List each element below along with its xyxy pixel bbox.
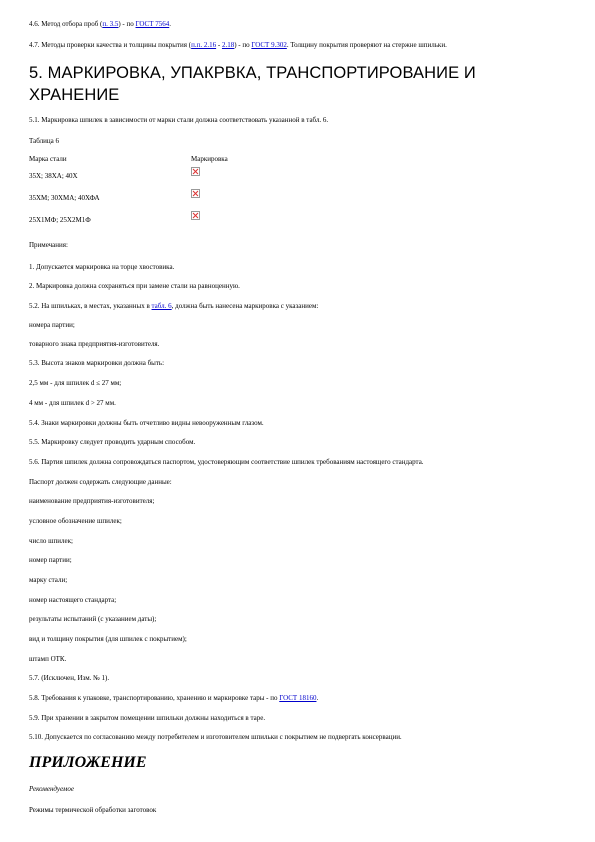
link-p-2-16[interactable]: п.п. 2.16 xyxy=(191,41,217,49)
paragraph-5-6: 5.6. Партия шпилек должна сопровождаться паспортом, удостоверяющим соответствие шпилек требованиям настоящего стандарта. xyxy=(29,458,424,466)
broken-image-icon xyxy=(191,189,200,198)
paragraph-5-7: 5.7. (Исключен, Изм. № 1). xyxy=(29,674,110,682)
paragraph-5-10: 5.10. Допускается по согласованию между потребителем и изготовителем шпильки с покрытием не подвергать консервации. xyxy=(29,733,402,741)
table-row-steel-2: 35ХМ; 30ХМА; 40ХФА xyxy=(29,194,100,202)
link-gost-9-302[interactable]: ГОСТ 9.302 xyxy=(251,41,287,49)
passport-item: результаты испытаний (с указанием даты); xyxy=(29,615,157,623)
paragraph-5-1: 5.1. Маркировка шпилек в зависимости от марки стали должна соответствовать указанной в табл. 6. xyxy=(29,116,329,124)
passport-item: номер настоящего стандарта; xyxy=(29,596,117,604)
text: 4.6. Метод отбора проб ( xyxy=(29,20,103,28)
passport-item: штамп ОТК. xyxy=(29,655,67,663)
link-2-18[interactable]: 2.18 xyxy=(221,41,235,49)
paragraph-5-9: 5.9. При хранении в закрытом помещении шпильки должны находиться в таре. xyxy=(29,714,266,722)
broken-image-icon xyxy=(191,167,200,176)
text: ) - по xyxy=(118,20,136,28)
passport-item: номер партии; xyxy=(29,556,72,564)
text: 5.2. На шпильках, в местах, указанных в xyxy=(29,302,152,310)
paragraph-5-2-b: товарного знака предприятия-изготовителя. xyxy=(29,340,160,348)
paragraph-5-3-a: 2,5 мм - для шпилек d ≤ 27 мм; xyxy=(29,379,122,387)
line-4-7 xyxy=(29,41,447,50)
text: ) - по xyxy=(234,41,252,49)
notes-title: Примечания: xyxy=(29,241,68,249)
appendix-line: Режимы термической обработки заготовок xyxy=(29,806,157,814)
appendix-subtitle: Рекомендуемое xyxy=(29,785,74,793)
paragraph-5-2 xyxy=(29,302,318,311)
link-gost-18160[interactable]: ГОСТ 18160 xyxy=(279,694,317,702)
passport-item: марку стали; xyxy=(29,576,68,584)
paragraph-5-3: 5.3. Высота знаков маркировки должна быть: xyxy=(29,359,165,367)
table-row-steel-3: 25Х1МФ; 25Х2М1Ф xyxy=(29,216,91,224)
passport-item: вид и толщину покрытия (для шпилек с покрытием); xyxy=(29,635,187,643)
table-header-steel: Марка стали xyxy=(29,155,67,163)
passport-item: условное обозначение шпилек; xyxy=(29,517,122,525)
passport-intro: Паспорт должен содержать следующие данные: xyxy=(29,478,172,486)
text: 5.8. Требования к упаковке, транспортированию, хранению и маркировке тары - по xyxy=(29,694,280,702)
text: . xyxy=(169,20,171,28)
table-row-steel-1: 35Х; 38ХА; 40Х xyxy=(29,172,78,180)
text: . Толщину покрытия проверяют на стержне шпильки. xyxy=(286,41,447,49)
broken-image-icon xyxy=(191,211,200,220)
table-header-marking: Маркировка xyxy=(191,155,228,163)
appendix-title: ПРИЛОЖЕНИЕ xyxy=(29,754,147,771)
line-4-6 xyxy=(29,20,171,29)
link-gost-7564[interactable]: ГОСТ 7564 xyxy=(135,20,170,28)
paragraph-5-2-a: номера партии; xyxy=(29,321,75,329)
text: . xyxy=(316,694,319,702)
passport-item: число шпилек; xyxy=(29,537,73,545)
note-2: 2. Маркировка должна сохраняться при замене стали на равноценную. xyxy=(29,282,240,290)
section-5-title: 5. МАРКИРОВКА, УПАКРВКА, ТРАНСПОРТИРОВАНИЕ И ХРАНЕНИЕ xyxy=(29,64,476,104)
text: - xyxy=(216,41,222,49)
link-table-6[interactable]: табл. 6 xyxy=(151,302,172,310)
passport-item: наименование предприятия-изготовителя; xyxy=(29,497,155,505)
paragraph-5-8 xyxy=(29,694,318,703)
paragraph-5-3-b: 4 мм - для шпилек d > 27 мм. xyxy=(29,399,116,407)
table-caption: Таблица 6 xyxy=(29,137,59,145)
paragraph-5-5: 5.5. Маркировку следует проводить ударным способом. xyxy=(29,438,196,446)
paragraph-5-4: 5.4. Знаки маркировки должны быть отчетливо видны невооруженным глазом. xyxy=(29,419,264,427)
note-1: 1. Допускается маркировка на торце хвостовика. xyxy=(29,263,175,271)
text: , должна быть нанесена маркировка с указанием: xyxy=(171,302,319,310)
text: 4.7. Методы проверки качества и толщины покрытия ( xyxy=(29,41,192,49)
link-p-3-5[interactable]: п. 3.5 xyxy=(102,20,119,28)
